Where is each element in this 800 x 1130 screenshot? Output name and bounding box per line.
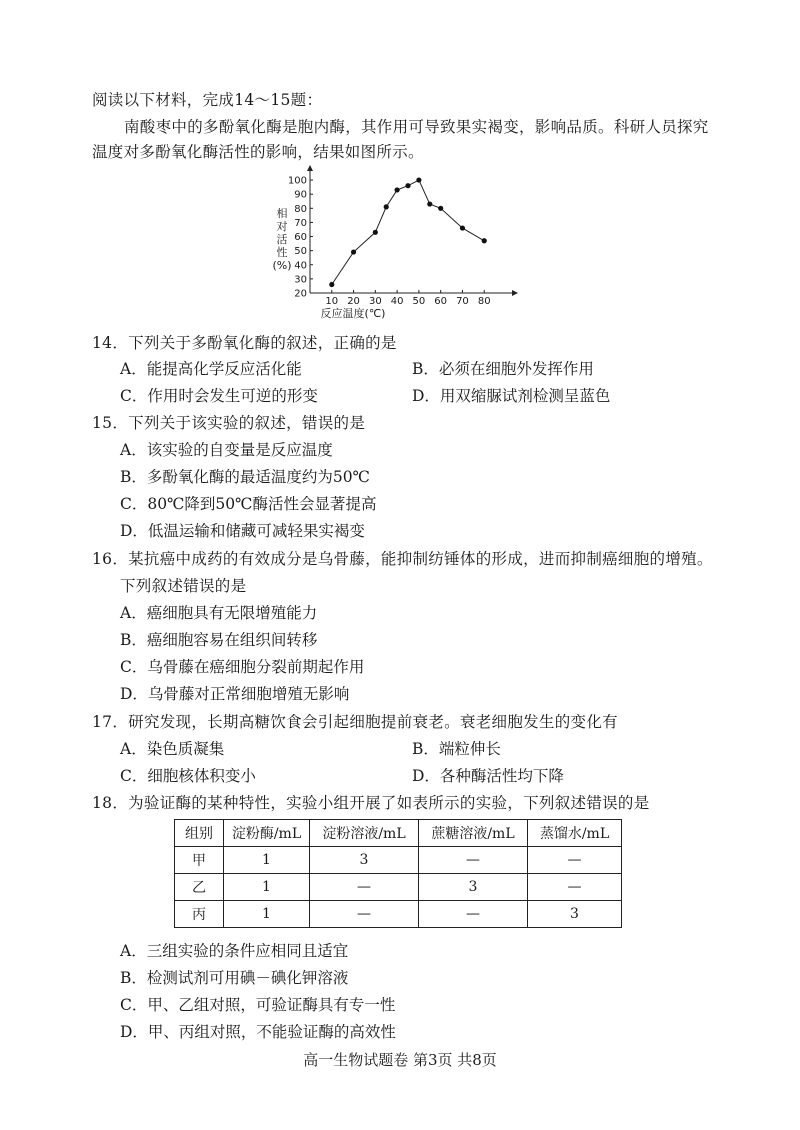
- q17-stem: 17．研究发现，长期高糖饮食会引起细胞提前衰老。衰老细胞发生的变化有: [92, 713, 618, 731]
- y-axis-arrow: [307, 165, 313, 171]
- chart-axes: [307, 165, 518, 296]
- y-tick-label: 20: [294, 288, 307, 300]
- chart-series: [329, 177, 487, 287]
- q15-option-a: A．该实验的自变量是反应温度: [120, 441, 333, 459]
- table-cell: 1: [224, 847, 310, 874]
- x-tick-label: 50: [412, 296, 426, 307]
- y-tick-label: 70: [294, 217, 307, 229]
- intro-heading: 阅读以下材料，完成14～15题：: [92, 91, 323, 109]
- table-row: [175, 901, 622, 928]
- table-cell: 3: [310, 847, 419, 874]
- q15-option-d: D．低温运输和储藏可减轻果实褐变: [120, 522, 365, 540]
- q15-option-b: B．多酚氧化酶的最适温度约为50℃: [120, 468, 370, 486]
- y-tick-label: 60: [294, 232, 307, 244]
- y-label-char: 对: [276, 220, 288, 233]
- data-point: [427, 201, 432, 206]
- experiment-table: [174, 819, 622, 928]
- q14-option-a: A．能提高化学反应活化能: [120, 360, 302, 378]
- data-point: [405, 183, 410, 188]
- x-tick-label: 20: [347, 296, 360, 307]
- temperature-activity-chart: [270, 165, 520, 325]
- data-point: [460, 225, 465, 230]
- table-header-row: [175, 820, 622, 847]
- chart-x-axis-label: 反应温度(℃): [320, 307, 386, 320]
- q16-option-b: B．癌细胞容易在组织间转移: [120, 631, 318, 649]
- y-label-char: 相: [276, 207, 288, 220]
- table-cell: 乙: [175, 874, 224, 901]
- y-label-char: (%): [272, 259, 292, 272]
- q15-option-c: C．80℃降到50℃酶活性会显著提高: [120, 495, 377, 513]
- q16-option-c: C．乌骨藤在癌细胞分裂前期起作用: [120, 658, 365, 676]
- y-tick-label: 50: [294, 246, 307, 258]
- y-label-char: 活: [276, 233, 288, 246]
- table-header-cell: 淀粉酶/mL: [224, 820, 310, 847]
- table-cell: —: [528, 847, 622, 874]
- q17-option-a: A．染色质凝集: [120, 740, 225, 758]
- table-header-cell: 组别: [175, 820, 224, 847]
- table-row: [175, 874, 622, 901]
- x-tick-label: 30: [368, 296, 382, 307]
- table-cell: 1: [224, 874, 310, 901]
- q14-option-c: C．作用时会发生可逆的形变: [120, 387, 318, 405]
- table-cell: —: [419, 847, 528, 874]
- table-cell: 3: [419, 874, 528, 901]
- q17-option-b: B．端粒伸长: [412, 740, 501, 758]
- data-point: [329, 282, 334, 287]
- data-point: [384, 204, 389, 209]
- q18-option-c: C．甲、乙组对照，可验证酶具有专一性: [120, 996, 396, 1014]
- table-header-cell: 蒸馏水/mL: [528, 820, 622, 847]
- table-cell: —: [419, 901, 528, 928]
- data-point: [351, 249, 356, 254]
- q16-option-a: A．癌细胞具有无限增殖能力: [120, 604, 318, 622]
- q16-option-d: D．乌骨藤对正常细胞增殖无影响: [120, 685, 350, 703]
- q18-option-b: B．检测试剂可用碘－碘化钾溶液: [120, 969, 349, 987]
- data-point: [395, 187, 400, 192]
- q18-option-a: A．三组实验的条件应相同且适宜: [120, 942, 349, 960]
- y-tick-label: 30: [294, 274, 307, 286]
- table-cell: 甲: [175, 847, 224, 874]
- data-point: [416, 177, 421, 182]
- table-cell: —: [310, 901, 419, 928]
- q15-stem: 15．下列关于该实验的叙述，错误的是: [92, 414, 366, 432]
- series-line: [332, 180, 484, 284]
- page-footer: 高一生物试题卷 第3页 共8页: [303, 1051, 497, 1069]
- x-tick-label: 10: [325, 296, 339, 307]
- table-cell: 1: [224, 901, 310, 928]
- q14-option-d: D．用双缩脲试剂检测呈蓝色: [412, 387, 611, 405]
- table-header-cell: 蔗糖溶液/mL: [419, 820, 528, 847]
- q14-option-b: B．必须在细胞外发挥作用: [412, 360, 594, 378]
- x-axis-arrow: [512, 290, 518, 296]
- y-label-char: 性: [276, 246, 288, 259]
- table-header-cell: 淀粉溶液/mL: [310, 820, 419, 847]
- y-tick-label: 100: [287, 175, 307, 187]
- y-tick-label: 40: [294, 260, 307, 272]
- q17-option-d: D．各种酶活性均下降: [412, 767, 564, 785]
- chart-svg: [270, 165, 520, 325]
- x-tick-label: 70: [456, 296, 469, 307]
- chart-y-axis-label: [272, 206, 291, 272]
- data-point: [438, 206, 443, 211]
- q16-stem-line-2: 下列叙述错误的是: [120, 577, 247, 595]
- table-row: [175, 847, 622, 874]
- q18-option-d: D．甲、丙组对照，不能验证酶的高效性: [120, 1023, 396, 1041]
- data-point: [482, 238, 487, 243]
- y-tick-label: 80: [294, 203, 307, 215]
- x-tick-label: 60: [434, 296, 448, 307]
- intro-paragraph-line-2: 温度对多酚氧化酶活性的影响，结果如图所示。: [92, 143, 424, 161]
- q16-stem: 16．某抗癌中成药的有效成分是乌骨藤，能抑制纺锤体的形成，进而抑制癌细胞的增殖。: [92, 550, 713, 568]
- q14-stem: 14．下列关于多酚氧化酶的叙述，正确的是: [92, 334, 397, 352]
- table-cell: —: [528, 874, 622, 901]
- intro-paragraph-line-1: 南酸枣中的多酚氧化酶是胞内酶，其作用可导致果实褐变，影响品质。科研人员探究: [124, 118, 709, 136]
- x-tick-label: 40: [390, 296, 404, 307]
- y-tick-label: 90: [294, 189, 307, 201]
- q18-stem: 18．为验证酶的某种特性，实验小组开展了如表所示的实验，下列叙述错误的是: [92, 794, 650, 812]
- data-point: [373, 230, 378, 235]
- table-cell: —: [310, 874, 419, 901]
- x-tick-label: 80: [477, 296, 491, 307]
- chart-ticks: [288, 176, 491, 307]
- q17-option-c: C．细胞核体积变小: [120, 767, 256, 785]
- table-cell: 丙: [175, 901, 224, 928]
- table-cell: 3: [528, 901, 622, 928]
